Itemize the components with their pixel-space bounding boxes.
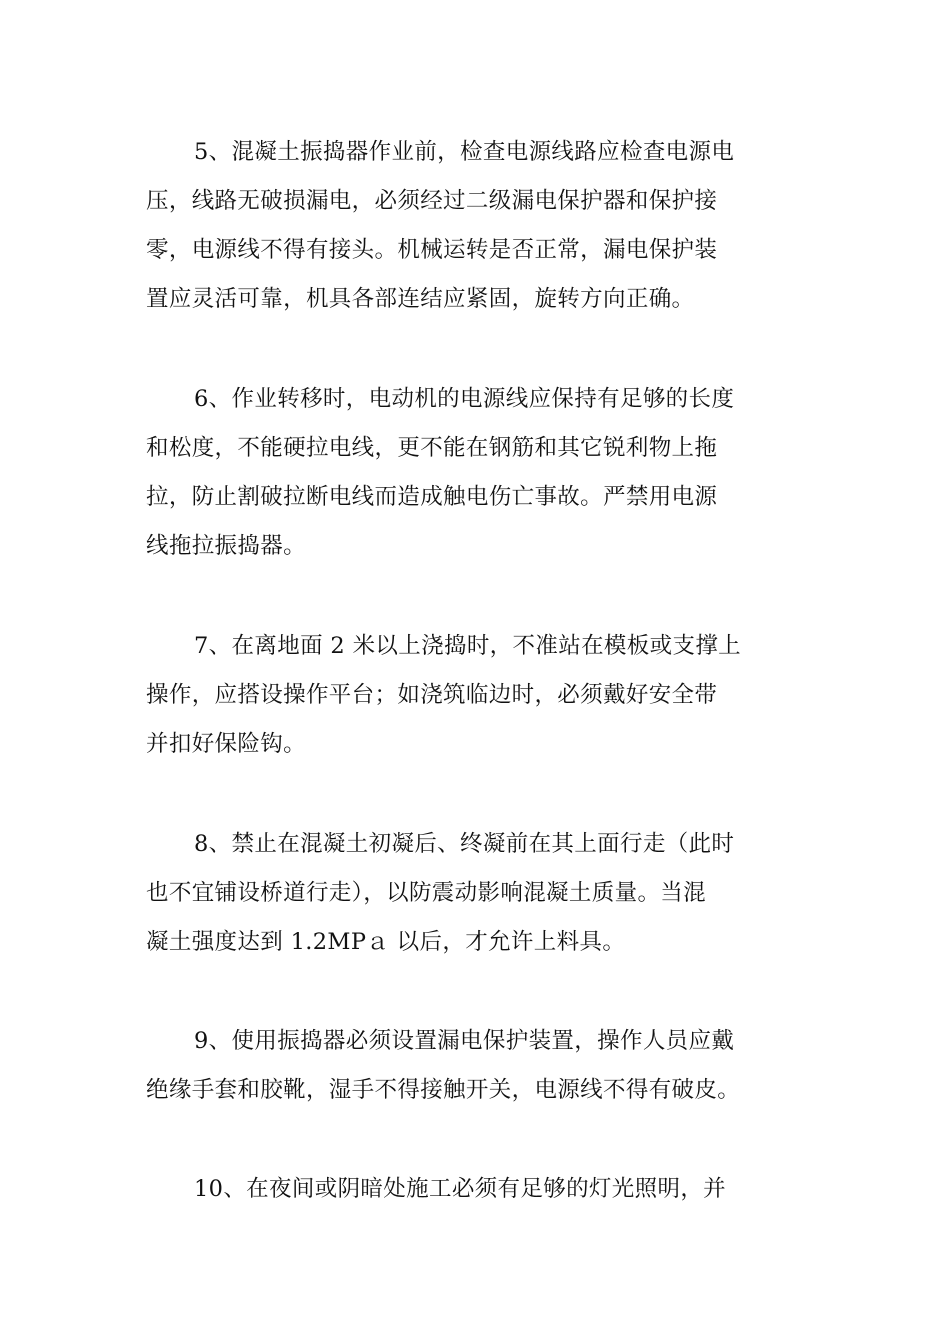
paragraph-7 (146, 622, 806, 769)
paragraph-line: 并扣好保险钩。 (146, 731, 306, 757)
paragraph-5 (146, 128, 806, 324)
paragraph-line: 凝土强度达到 1.2MPａ 以后，才允许上料具。 (146, 929, 626, 955)
paragraph-6 (146, 375, 806, 571)
paragraph-line: 压，线路无破损漏电，必须经过二级漏电保护器和保护接 (146, 188, 718, 214)
paragraph-line: 7、在离地面 2 米以上浇捣时，不准站在模板或支撑上 (194, 633, 742, 659)
paragraph-9 (146, 1017, 806, 1115)
paragraph-line: 也不宜铺设桥道行走），以防震动影响混凝土质量。当混 (146, 880, 707, 906)
paragraph-line: 绝缘手套和胶靴，湿手不得接触开关，电源线不得有破皮。 (146, 1077, 741, 1103)
paragraph-line: 零，电源线不得有接头。机械运转是否正常，漏电保护装 (146, 237, 718, 263)
paragraph-line: 8、禁止在混凝土初凝后、终凝前在其上面行走（此时 (194, 831, 735, 857)
paragraph-line: 置应灵活可靠，机具各部连结应紧固，旋转方向正确。 (146, 286, 695, 312)
paragraph-line: 拉，防止割破拉断电线而造成触电伤亡事故。严禁用电源 (146, 484, 718, 510)
paragraph-line: 6、作业转移时，电动机的电源线应保持有足够的长度 (194, 386, 735, 412)
paragraph-line: 10、在夜间或阴暗处施工必须有足够的灯光照明，并 (194, 1176, 727, 1202)
paragraph-8 (146, 820, 806, 967)
paragraph-line: 线拖拉振捣器。 (146, 533, 306, 559)
paragraph-line: 9、使用振捣器必须设置漏电保护装置，操作人员应戴 (194, 1028, 735, 1054)
paragraph-10 (146, 1165, 806, 1214)
paragraph-line: 操作，应搭设操作平台；如浇筑临边时，必须戴好安全带 (146, 682, 718, 708)
paragraph-line: 5、混凝土振捣器作业前，检查电源线路应检查电源电 (194, 139, 735, 165)
paragraph-line: 和松度，不能硬拉电线，更不能在钢筋和其它锐利物上拖 (146, 435, 718, 461)
